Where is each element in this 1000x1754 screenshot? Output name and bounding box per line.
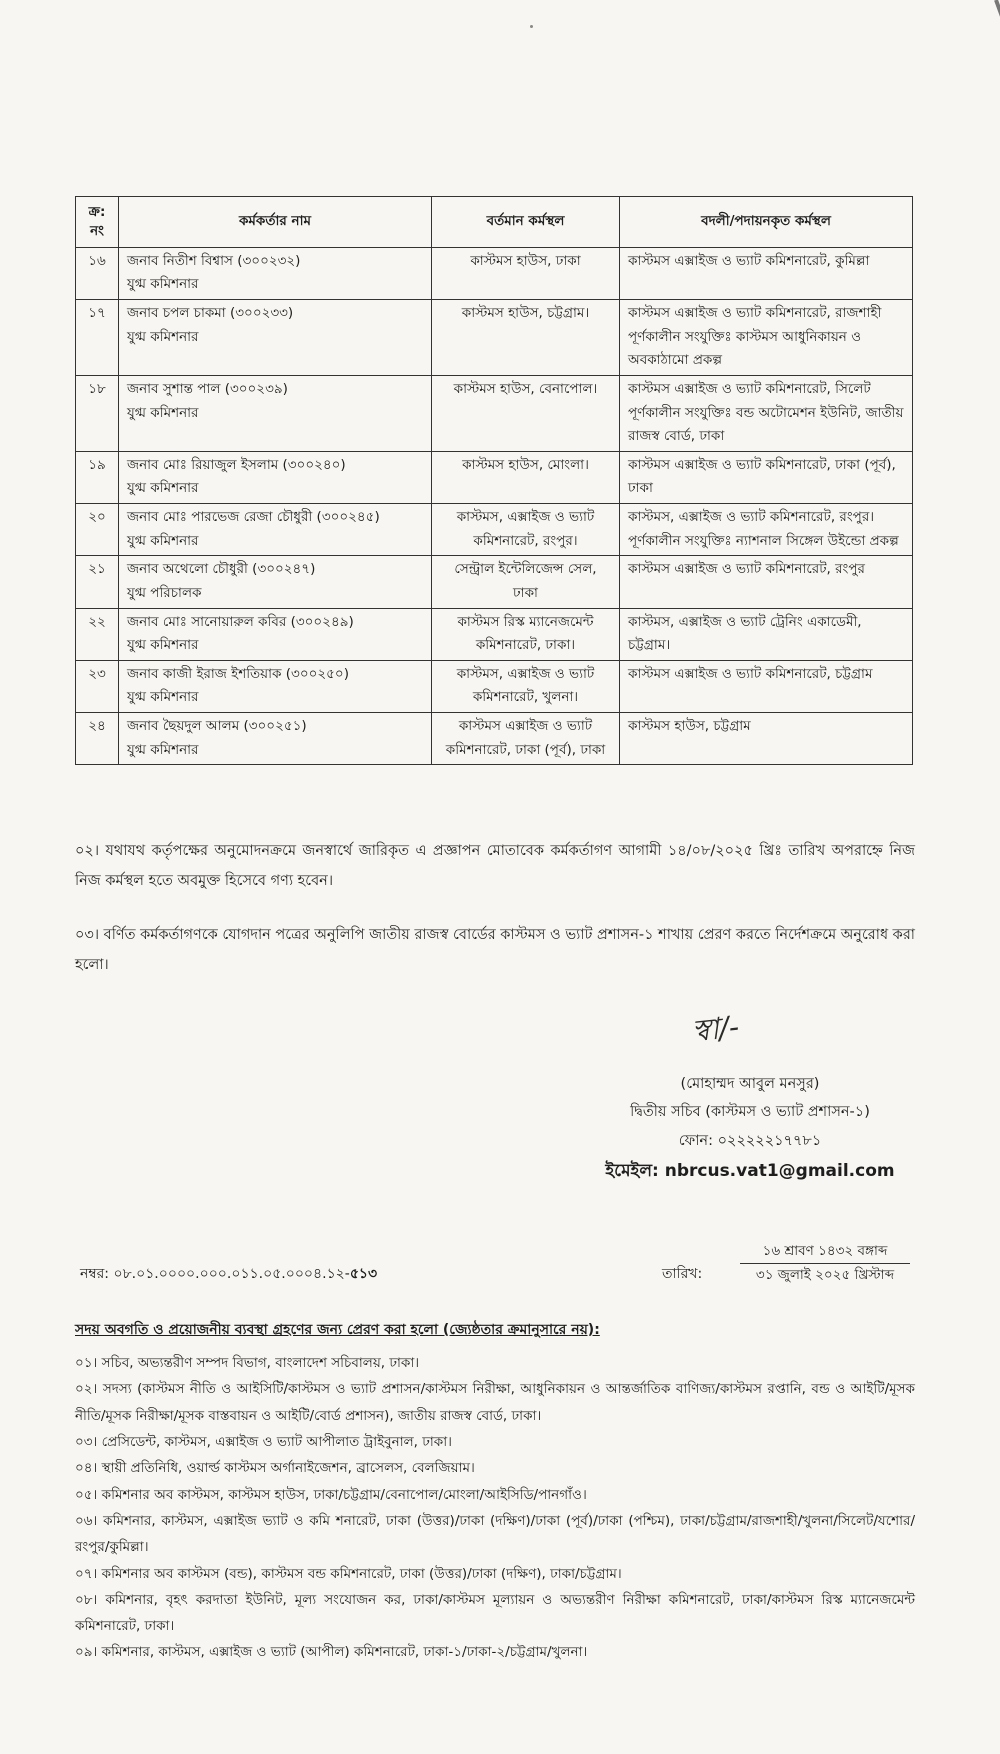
row-current-posting: কাস্টমস হাউস, চট্টগ্রাম। <box>432 300 620 376</box>
row-officer <box>119 504 432 556</box>
list-item: ০৬। কমিশনার, কাস্টমস, এক্সাইজ ভ্যাট ও কমি শনারেট, ঢাকা (উত্তর)/ঢাকা (দক্ষিণ)/ঢাকা (পূর্ব)/ঢাকা (পশ্চিম), ঢাকা/চট্টগ্রাম/রাজশাহী/খুলনা/সিলেট/যশোর/রংপুর/কুমিল্লা। <box>75 1512 915 1556</box>
table-row <box>76 608 913 660</box>
header-name: কর্মকর্তার নাম <box>119 197 432 248</box>
table-row <box>76 375 913 451</box>
row-current-posting: কাস্টমস, এক্সাইজ ও ভ্যাট কমিশনারেট, রংপুর। <box>432 504 620 556</box>
distribution-list <box>75 1350 915 1666</box>
officer-designation: যুগ্ম কমিশনার <box>127 276 199 293</box>
header-serial: ক্র: নং <box>76 197 119 248</box>
table-row <box>76 451 913 503</box>
officer-designation: যুগ্ম কমিশনার <box>127 741 199 758</box>
row-officer <box>119 660 432 712</box>
row-serial: ২০ <box>76 504 119 556</box>
distribution-heading: সদয় অবগতি ও প্রয়োজনীয় ব্যবস্থা গ্রহণের জন্য প্রেরণ করা হলো (জ্যেষ্ঠতার ক্রমানুসারে নয়): <box>75 1322 600 1338</box>
row-current-posting: কাস্টমস রিস্ক ম্যানেজমেন্ট কমিশনারেট, ঢাকা। <box>432 608 620 660</box>
list-item: ০৯। কমিশনার, কাস্টমস, এক্সাইজ ও ভ্যাট (আপীল) কমিশনারেট, ঢাকা-১/ঢাকা-২/চট্টগ্রাম/খুলনা। <box>75 1644 588 1661</box>
officer-name: জনাব চপল চাকমা (৩০০২৩৩) <box>127 305 294 322</box>
paragraph-release: ০২। যথাযথ কর্তৃপক্ষের অনুমোদনক্রমে জনস্বার্থে জারিকৃত এ প্রজ্ঞাপন মোতাবেক কর্মকর্তাগণ আগামী ১৪/০৮/২০২৫ খ্রিঃ তারিখ অপরাহ্নে নিজ নিজ কর্মস্থল হতে অবমুক্ত হিসেবে গণ্য হবেন। <box>75 843 915 890</box>
officer-designation: যুগ্ম পরিচালক <box>127 584 202 601</box>
table-header-row <box>76 197 913 248</box>
table-row <box>76 713 913 765</box>
row-serial: ১৭ <box>76 300 119 376</box>
row-officer <box>119 247 432 299</box>
scan-edge-line <box>994 0 1000 151</box>
scan-speck <box>530 25 533 28</box>
row-current-posting: সেন্ট্রাল ইন্টেলিজেন্স সেল, ঢাকা <box>432 556 620 608</box>
table-row <box>76 504 913 556</box>
paragraph-joining: ০৩। বর্ণিত কর্মকর্তাগণকে যোগদান পত্রের অনুলিপি জাতীয় রাজস্ব বোর্ডের কাস্টমস ও ভ্যাট প্রশাসন-১ শাখায় প্রেরণ করতে নির্দেশক্রমে অনুরোধ করা হলো। <box>75 927 916 974</box>
row-current-posting: কাস্টমস হাউস, মোংলা। <box>432 451 620 503</box>
officer-name: জনাব সুশান্ত পাল (৩০০২৩৯) <box>127 380 288 397</box>
row-current-posting: কাস্টমস এক্সাইজ ও ভ্যাট কমিশনারেট, ঢাকা (পূর্ব), ঢাকা <box>432 713 620 765</box>
officer-name: জনাব কাজী ইরাজ ইশতিয়াক (৩০০২৫০) <box>127 665 349 682</box>
table-row <box>76 300 913 376</box>
officer-designation: যুগ্ম কমিশনার <box>127 689 199 706</box>
row-officer <box>119 713 432 765</box>
row-serial: ২৩ <box>76 660 119 712</box>
officer-designation: যুগ্ম কমিশনার <box>127 328 199 345</box>
row-new-posting: কাস্টমস এক্সাইজ ও ভ্যাট কমিশনারেট, কুমিল্লা <box>620 247 913 299</box>
officer-name: জনাব মোঃ সানোয়ারুল কবির (৩০০২৪৯) <box>127 613 354 630</box>
row-serial: ১৮ <box>76 375 119 451</box>
header-current: বর্তমান কর্মস্থল <box>432 197 620 248</box>
officer-name: জনাব ছৈয়দুল আলম (৩০০২৫১) <box>127 718 307 735</box>
row-current-posting: কাস্টমস হাউস, ঢাকা <box>432 247 620 299</box>
row-officer <box>119 300 432 376</box>
row-officer <box>119 556 432 608</box>
row-new-posting: কাস্টমস এক্সাইজ ও ভ্যাট কমিশনারেট, ঢাকা (পূর্ব), ঢাকা <box>620 451 913 503</box>
list-item: ০১। সচিব, অভ্যন্তরীণ সম্পদ বিভাগ, বাংলাদেশ সচিবালয়, ঢাকা। <box>75 1355 420 1371</box>
row-serial: ১৬ <box>76 247 119 299</box>
header-transfer: বদলী/পদায়নকৃত কর্মস্থল <box>620 197 913 248</box>
officer-designation: যুগ্ম কমিশনার <box>127 404 199 421</box>
posting-table <box>75 196 913 765</box>
list-item: ০৪। স্থায়ী প্রতিনিধি, ওয়ার্ল্ড কাস্টমস অর্গানাইজেশন, ব্রাসেলস, বেলজিয়াম। <box>75 1460 475 1477</box>
list-item: ০২। সদস্য (কাস্টমস নীতি ও আইসিটি/কাস্টমস ও ভ্যাট প্রশাসন/কাস্টমস নিরীক্ষা, আধুনিকায়ন ও আন্তর্জাতিক বাণিজ্য/কাস্টমস রপ্তানি, বন্ড ও আইটি/মূসক নীতি/মূসক নিরীক্ষা/মূসক বাস্তবায়ন ও আইটি/বোর্ড প্রশাসন), জাতীয় রাজস্ব বোর্ড, ঢাকা। <box>75 1381 915 1424</box>
row-current-posting: কাস্টমস, এক্সাইজ ও ভ্যাট কমিশনারেট, খুলনা। <box>432 660 620 712</box>
signatory-name: (মোহাম্মদ আবুল মনসুর) <box>680 1076 820 1092</box>
officer-name: জনাব মোঃ পারভেজ রেজা চৌধুরী (৩০০২৪৫) <box>127 509 380 526</box>
row-current-posting: কাস্টমস হাউস, বেনাপোল। <box>432 375 620 451</box>
row-new-posting: কাস্টমস হাউস, চট্টগ্রাম <box>620 713 913 765</box>
list-item: ০৩। প্রেসিডেন্ট, কাস্টমস, এক্সাইজ ও ভ্যাট আপীলাত ট্রাইবুনাল, ঢাকা। <box>75 1433 452 1450</box>
row-serial: ২২ <box>76 608 119 660</box>
row-new-posting: কাস্টমস, এক্সাইজ ও ভ্যাট ট্রেনিং একাডেমী, চট্টগ্রাম। <box>620 608 913 660</box>
date-box <box>740 1240 910 1287</box>
row-serial: ১৯ <box>76 451 119 503</box>
officer-designation: যুগ্ম কমিশনার <box>127 480 199 497</box>
row-officer <box>119 608 432 660</box>
list-item: ০৭। কমিশনার অব কাস্টমস (বন্ড), কাস্টমস বন্ড কমিশনারেট, ঢাকা (উত্তর)/ঢাকা (দক্ষিণ), ঢাকা/চট্টগ্রাম। <box>75 1565 622 1582</box>
handwritten-signature: স্বা/- <box>690 1009 741 1050</box>
signatory-designation: দ্বিতীয় সচিব (কাস্টমস ও ভ্যাট প্রশাসন-১) <box>630 1104 870 1121</box>
list-item: ০৮। কমিশনার, বৃহৎ করদাতা ইউনিট, মূল্য সংযোজন কর, ঢাকা/কাস্টমস মূল্যায়ন ও অভ্যন্তরীণ নিরীক্ষা কমিশনারেট, ঢাকা/কাস্টমস রিস্ক ম্যানেজমেন্ট কমিশনারেট, ঢাকা। <box>75 1591 915 1635</box>
date-bangla: ১৬ শ্রাবণ ১৪৩২ বঙ্গাব্দ <box>740 1240 910 1264</box>
date-english: ৩১ জুলাই ২০২৫ খ্রিস্টাব্দ <box>755 1266 895 1283</box>
row-new-posting: কাস্টমস এক্সাইজ ও ভ্যাট কমিশনারেট, চট্টগ্রাম <box>620 660 913 712</box>
officer-designation: যুগ্ম কমিশনার <box>127 637 199 654</box>
table-row <box>76 556 913 608</box>
row-new-posting: কাস্টমস এক্সাইজ ও ভ্যাট কমিশনারেট, রাজশাহী পূর্ণকালীন সংযুক্তিঃ কাস্টমস আধুনিকায়ন ও অবকাঠামো প্রকল্প <box>620 300 913 376</box>
signatory-phone: ফোন: ০২২২২২১৭৭৮১ <box>678 1132 822 1149</box>
signatory-email: ইমেইল: nbrcus.vat1@gmail.com <box>605 1160 895 1181</box>
date-label: তারিখ: <box>662 1266 703 1282</box>
list-item: ০৫। কমিশনার অব কাস্টমস, কাস্টমস হাউস, ঢাকা/চট্টগ্রাম/বেনাপোল/মোংলা/আইসিডি/পানগাঁও। <box>75 1486 587 1503</box>
row-serial: ২৪ <box>76 713 119 765</box>
officer-name: জনাব অথেলো চৌধুরী (৩০০২৪৭) <box>127 561 316 578</box>
table-row <box>76 247 913 299</box>
row-serial: ২১ <box>76 556 119 608</box>
row-new-posting: কাস্টমস এক্সাইজ ও ভ্যাট কমিশনারেট, সিলেট পূর্ণকালীন সংযুক্তিঃ বন্ড অটোমেশন ইউনিট, জাতীয় রাজস্ব বোর্ড, ঢাকা <box>620 375 913 451</box>
memo-number <box>80 1262 377 1286</box>
signature-block <box>580 1070 920 1188</box>
memo-number-suffix: ৫১৩ <box>349 1266 378 1282</box>
officer-name: জনাব মোঃ রিয়াজুল ইসলাম (৩০০২৪০) <box>127 456 346 473</box>
row-officer <box>119 451 432 503</box>
table-row <box>76 660 913 712</box>
officer-name: জনাব নিতীশ বিশ্বাস (৩০০২৩২) <box>127 252 301 269</box>
row-new-posting: কাস্টমস, এক্সাইজ ও ভ্যাট কমিশনারেট, রংপুর। পূর্ণকালীন সংযুক্তিঃ ন্যাশনাল সিঙ্গেল উইন্ডো প্রকল্প <box>620 504 913 556</box>
row-new-posting: কাস্টমস এক্সাইজ ও ভ্যাট কমিশনারেট, রংপুর <box>620 556 913 608</box>
memo-number-prefix: নম্বর: ০৮.০১.০০০০.০০০.০১১.০৫.০০০৪.১২- <box>80 1266 350 1282</box>
row-officer <box>119 375 432 451</box>
officer-designation: যুগ্ম কমিশনার <box>127 532 199 549</box>
